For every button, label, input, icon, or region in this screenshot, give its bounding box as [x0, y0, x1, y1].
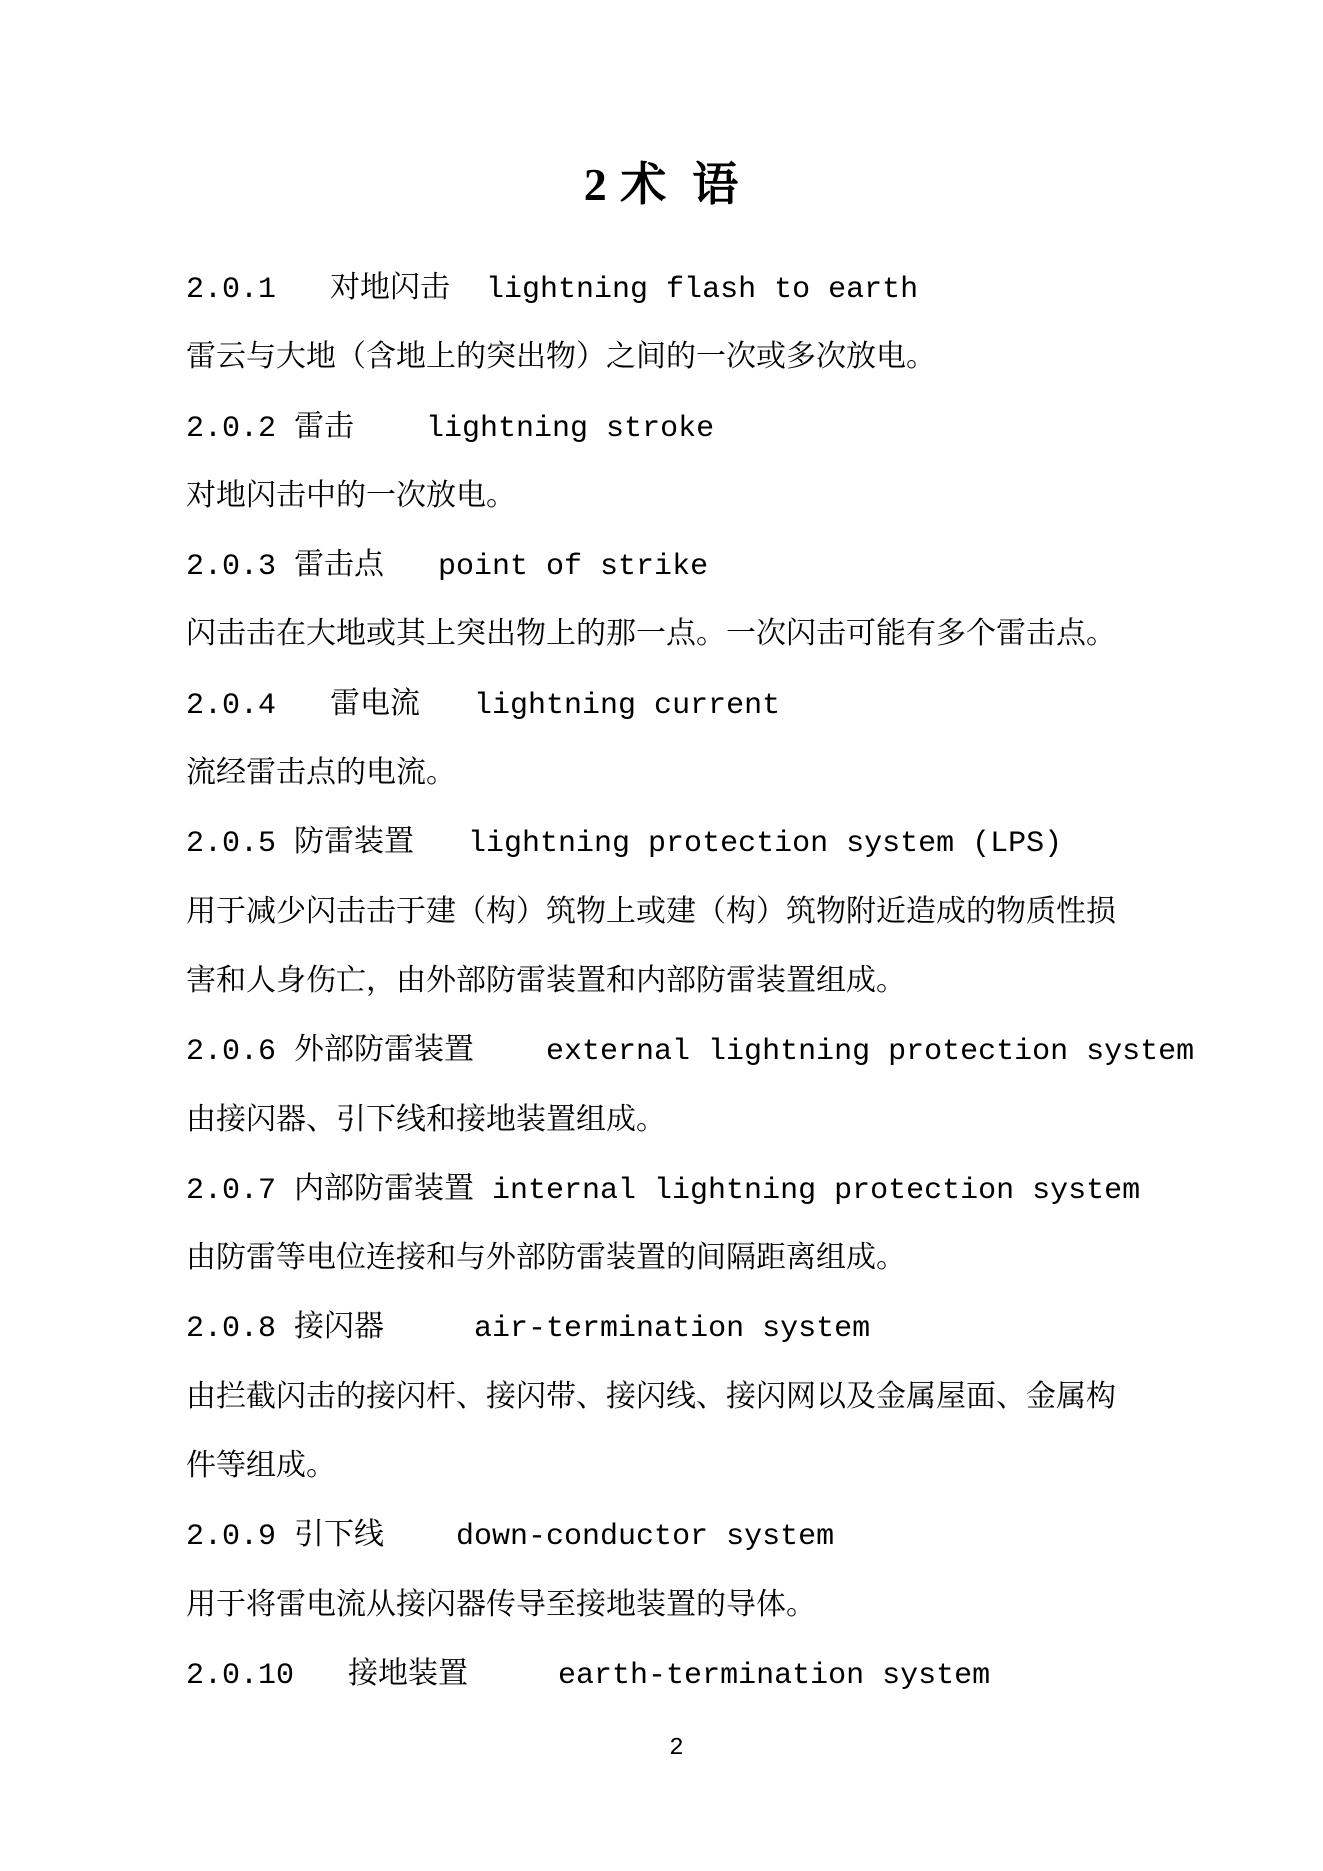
term-heading: 2.0.10 接地装置 earth-termination system	[186, 1658, 991, 1693]
term-heading: 2.0.8 接闪器 air-termination system	[186, 1312, 871, 1347]
term-definition-line: 件等组成。	[186, 1451, 336, 1486]
term-heading: 2.0.9 引下线 down-conductor system	[186, 1520, 835, 1555]
term-definition-line: 由拦截闪击的接闪杆、接闪带、接闪线、接闪网以及金属屋面、金属构	[186, 1381, 1116, 1416]
term-definition-line: 用于将雷电流从接闪器传导至接地装置的导体。	[186, 1589, 816, 1624]
term-definition-line: 雷云与大地（含地上的突出物）之间的一次或多次放电。	[186, 342, 936, 377]
term-heading: 2.0.7 内部防雷装置 internal lightning protection system	[186, 1173, 1141, 1208]
term-definition-line: 用于减少闪击击于建（构）筑物上或建（构）筑物附近造成的物质性损	[186, 896, 1116, 931]
page-number: 2	[669, 1735, 684, 1762]
term-heading: 2.0.5 防雷装置 lightning protection system (LPS)	[186, 827, 1063, 862]
term-heading: 2.0.3 雷击点 point of strike	[186, 550, 709, 585]
term-heading: 2.0.2 雷击 lightning stroke	[186, 411, 715, 446]
page-title: 2 术 语	[583, 159, 740, 210]
term-definition-line: 害和人身伤亡，由外部防雷装置和内部防雷装置组成。	[186, 965, 906, 1000]
term-definition-line: 由防雷等电位连接和与外部防雷装置的间隔距离组成。	[186, 1243, 906, 1278]
term-heading: 2.0.4 雷电流 lightning current	[186, 688, 781, 723]
term-heading: 2.0.1 对地闪击 lightning flash to earth	[186, 273, 919, 307]
term-definition-line: 对地闪击中的一次放电。	[186, 480, 516, 515]
term-definition-line: 由接闪器、引下线和接地装置组成。	[186, 1104, 666, 1139]
term-definition-line: 闪击击在大地或其上突出物上的那一点。一次闪击可能有多个雷击点。	[186, 619, 1116, 654]
term-heading: 2.0.6 外部防雷装置 external lightning protection system	[186, 1035, 1195, 1070]
term-definition-line: 流经雷击点的电流。	[186, 758, 456, 793]
terms-list	[186, 256, 1196, 1711]
